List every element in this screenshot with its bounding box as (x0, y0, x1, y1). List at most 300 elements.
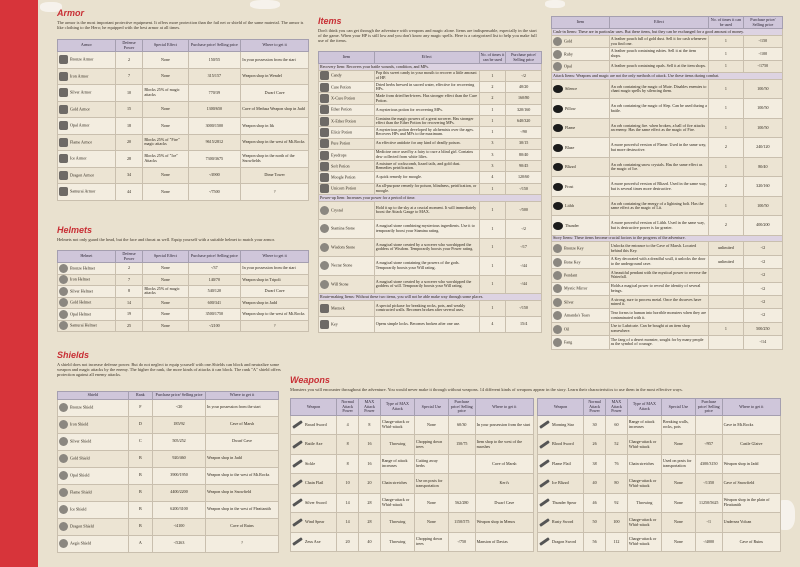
column-header: MAX Attack Power (359, 399, 381, 416)
name-text: Iron Armor (70, 73, 89, 79)
table-cell: A mysterious potion developed by alchemists over the ages. Recovers HPs and MPs to the maximum. (374, 127, 479, 138)
table-cell: Use on posts for transportation (414, 474, 448, 494)
item-icon (553, 298, 562, 307)
table-cell: -/1750 (743, 60, 782, 73)
table-row (58, 297, 309, 309)
item-icon (320, 128, 329, 137)
table-cell: 38 (584, 454, 606, 474)
table-cell: -/2 (743, 282, 782, 295)
table-row (319, 115, 542, 126)
table-cell: D (128, 416, 152, 433)
table-cell: 500/250 (743, 322, 782, 335)
table-row (552, 196, 783, 216)
name-text: Gold Shield (70, 455, 90, 461)
table-cell: Weapon shop in Itk (241, 118, 309, 135)
name-cell (58, 501, 129, 518)
table-cell: 30 (584, 415, 606, 435)
item-icon (59, 505, 68, 514)
name-text: Flame (565, 125, 576, 131)
table-cell: ? (241, 320, 309, 332)
name-cell (538, 513, 584, 533)
table-cell: A Key decorated with a dreadful scull, it unlocks the door to the underground cave. (609, 255, 708, 268)
item-icon (553, 202, 563, 210)
column-header: Purchase price/ Selling price (506, 52, 542, 64)
name-text: X-Cure Potion (331, 95, 355, 101)
name-text: Gold Armor (70, 106, 90, 112)
table-cell: 7300/3675 (188, 151, 241, 168)
table-cell: None (143, 101, 188, 118)
name-cell (319, 161, 375, 172)
name-text: Opal Armor (70, 122, 90, 128)
item-icon (59, 88, 68, 97)
name-text: Mystic Mirror (564, 285, 588, 291)
item-icon (553, 163, 563, 171)
name-cell (552, 157, 610, 177)
name-cell (58, 85, 116, 102)
table-cell (709, 269, 744, 282)
name-text: Pendant (564, 272, 578, 278)
table-cell: None (143, 320, 188, 332)
table-cell: 640/320 (506, 115, 542, 126)
name-cell (552, 138, 610, 158)
item-icon (320, 173, 329, 182)
table-row (58, 184, 309, 201)
table-cell: Dime Tower (241, 167, 309, 184)
item-icon (553, 271, 562, 280)
column-header: Where to get it (722, 399, 780, 416)
name-cell (552, 196, 610, 216)
category-note: Recovery Item: Recovers your battle wounds, condition, and MPs. (319, 64, 542, 71)
name-text: Mattock (331, 305, 345, 311)
table-cell: Weapon shop in Tripoli (241, 274, 309, 286)
name-text: Ice Blizzd (552, 480, 569, 486)
name-text: Chain Flail (305, 480, 324, 486)
column-header: Purchase price/ Selling price (743, 17, 782, 29)
item-icon (59, 471, 68, 480)
name-text: Dragon Shield (70, 523, 94, 529)
item-icon (320, 94, 329, 103)
name-cell (58, 433, 129, 450)
table-row (58, 309, 309, 321)
category-row (552, 235, 783, 242)
item-icon (59, 264, 68, 273)
table-row (319, 172, 542, 183)
name-cell (58, 320, 116, 332)
table-row (552, 35, 783, 48)
item-icon (553, 338, 562, 347)
name-text: Broad Sword (305, 421, 327, 427)
column-header: Weapon (538, 399, 584, 416)
table-cell: 40 (584, 474, 606, 494)
table-cell: 90/45 (506, 161, 542, 172)
table-cell: A beautiful pendant with the mystical power to reverse the Waterfall. (609, 269, 708, 282)
table-cell: None (661, 513, 695, 533)
table-row (58, 484, 279, 501)
name-cell (538, 435, 584, 455)
table-cell: 28 (359, 513, 381, 533)
column-header: No. of times it can be used (709, 17, 744, 29)
table-cell: 505/252 (153, 433, 206, 450)
table-cell: 52 (606, 435, 628, 455)
item-icon (539, 479, 550, 488)
item-icon (553, 284, 562, 293)
column-header: Type of MAX Attack (380, 399, 414, 416)
table-cell: None (661, 493, 695, 513)
table-cell: -/4100 (153, 518, 206, 535)
name-text: Pillow (565, 105, 576, 111)
table-cell: Castle Glaive (722, 435, 780, 455)
table-cell: 10 (337, 474, 359, 494)
table-row (552, 269, 783, 282)
name-cell (319, 127, 375, 138)
table-row (319, 316, 542, 332)
name-cell (291, 454, 337, 474)
table-cell: -/14 (743, 336, 782, 349)
table-row (291, 415, 534, 435)
name-cell (319, 257, 375, 276)
table-cell: Dwarf Cave (241, 85, 309, 102)
table-row (552, 336, 783, 349)
name-cell (291, 532, 337, 552)
table-cell: Dwarf Cave (475, 493, 533, 513)
table-cell: -/500 (506, 201, 542, 220)
table-cell: A magical stone containing the powers of the gods. Temporarily boosts your Will rating. (374, 257, 479, 276)
table-cell: Throwing (627, 493, 661, 513)
table-row (58, 286, 309, 298)
table-cell: 3 (479, 149, 506, 160)
column-header: Special Use (414, 399, 448, 416)
table-cell: 150/75 (448, 435, 475, 455)
name-text: Fang (564, 339, 573, 345)
name-text: X-Ether Potion (331, 118, 356, 124)
name-cell (58, 134, 116, 151)
column-header: Purchase price/ Selling price (188, 251, 241, 263)
name-cell (538, 415, 584, 435)
name-cell (319, 183, 375, 194)
table-cell: Charge-attack or Whirl-attack (627, 513, 661, 533)
table-cell: Made from dried herb-trees. Has stronger effect than the Cure Potion. (375, 92, 478, 103)
table-cell: Cave of Ruins (206, 518, 279, 535)
name-text: Stamina Stone (331, 225, 355, 231)
name-text: Candy (331, 72, 342, 78)
table-cell: 3000/1500 (188, 118, 241, 135)
name-text: Silence (565, 86, 578, 92)
table-cell: -/2 (743, 309, 782, 322)
column-header: Defense Power (115, 251, 143, 263)
name-text: Moogle Potion (331, 174, 356, 180)
table-cell: Cave of Medusa Weapon shop in Jadd (241, 101, 309, 118)
table-cell: 80 (606, 474, 628, 494)
item-icon (539, 498, 550, 507)
name-cell (319, 201, 375, 220)
item-icon (320, 105, 329, 114)
table-cell: Throwing (380, 513, 414, 533)
table-cell: 1150/575 (448, 513, 475, 533)
table-cell: A magical stone combining mysterious ingredients. Use it to temporarily boost your Stamina rating. (374, 220, 479, 239)
name-cell (552, 336, 610, 349)
table-cell: 2 (479, 82, 506, 93)
table-cell: -/2 (506, 220, 542, 239)
table-cell (448, 474, 475, 494)
item-icon (292, 518, 303, 527)
name-text: Samurai Helmet (70, 322, 97, 328)
table-cell: 44 (115, 184, 143, 201)
table-row (291, 454, 534, 474)
table-cell: 8 (337, 454, 359, 474)
column-header: Where to get it (206, 392, 279, 400)
name-cell (58, 297, 116, 309)
table-cell: 562/280 (448, 493, 475, 513)
table-cell: None (661, 474, 695, 494)
table-cell (695, 415, 722, 435)
helmets-table (57, 250, 309, 332)
table-cell: A magical stone created by a sorcerer who worshipped the goddess of will. Temporarily boosts your Will rating. (374, 275, 479, 294)
item-icon (292, 498, 303, 507)
name-cell (552, 242, 610, 255)
name-cell (552, 99, 610, 119)
table-row (552, 309, 783, 322)
name-cell (319, 220, 375, 239)
table-cell: 10 (115, 85, 143, 102)
name-text: Soft Potion (331, 163, 350, 169)
name-cell (319, 238, 375, 257)
table-cell: 4 (337, 415, 359, 435)
table-row (319, 138, 542, 149)
table-row (319, 127, 542, 138)
name-cell (538, 454, 584, 474)
table-cell: 3500/1750 (188, 309, 241, 321)
table-cell: Weapon shop in Jadd (722, 454, 780, 474)
item-icon (320, 243, 329, 252)
table-cell: Item shop to the west of the marshes (475, 435, 533, 455)
table-cell: 185/92 (153, 416, 206, 433)
name-cell (58, 184, 116, 201)
table-cell: A leather pouch full of gold dust. Sell it for cash whenever you find one. (609, 35, 708, 48)
table-cell: 1 (709, 35, 744, 48)
table-cell: -/44 (506, 257, 542, 276)
name-text: Samurai Armor (70, 188, 96, 194)
table-cell: Charge-attack or Whirl-attack (380, 493, 414, 513)
name-cell (291, 435, 337, 455)
table-cell: -/150 (506, 183, 542, 194)
column-header: Purchase price/ Selling price (695, 399, 722, 416)
item-icon (553, 222, 563, 230)
worn-spot (545, 0, 565, 8)
name-cell (552, 118, 610, 138)
table-cell: In your possession from the start (206, 399, 279, 416)
table-cell: Throwing (380, 435, 414, 455)
name-cell (552, 216, 610, 236)
table-cell: Blocks 25% of magic attacks (143, 286, 188, 298)
table-row (319, 161, 542, 172)
table-row (58, 535, 279, 552)
table-cell: 2 (709, 177, 744, 197)
table-row (538, 493, 781, 513)
item-icon (59, 310, 68, 319)
name-cell (291, 415, 337, 435)
item-icon (59, 522, 68, 531)
name-text: Dragon Sword (552, 538, 576, 544)
name-cell (552, 177, 610, 197)
table-row (58, 85, 309, 102)
name-cell (58, 518, 129, 535)
table-cell: None (414, 513, 448, 533)
table-cell: None (661, 532, 695, 552)
table-cell: Blocks 25% of "Ice" Attacks (143, 151, 188, 168)
table-cell: 2 (709, 216, 744, 236)
table-cell: None (143, 263, 188, 275)
column-header: Purchase price/ Selling price (188, 40, 241, 52)
table-row (58, 467, 279, 484)
table-cell: Weapon shop in the west of Fleattanith (206, 501, 279, 518)
table-cell: Weapon shop in Jadd (206, 450, 279, 467)
table-cell: 100 (606, 513, 628, 533)
table-row (291, 513, 534, 533)
table-row (552, 48, 783, 61)
item-icon (59, 105, 68, 114)
name-cell (58, 309, 116, 321)
name-text: Iron Shield (70, 421, 89, 427)
table-cell: ? (241, 184, 309, 201)
table-cell: Cave of Marsh (475, 454, 533, 474)
table-cell: Weapon shop to the west of Mt.Rocks (206, 467, 279, 484)
table-cell: 4 (479, 316, 506, 332)
item-icon (320, 304, 329, 313)
items-description: Don't think you can get through the adventure with weapons and magic alone. Items are indispensable, especially in the start of the game. When your HP is still low and you don't know any magic spells. Here is a categorized list to help you make full use of the items. (318, 28, 537, 43)
table-cell: 2 (115, 263, 143, 275)
table-row (319, 201, 542, 220)
table-cell: Charge-attack or Whirl-attack (380, 415, 414, 435)
table-cell: An orb containing the energy of a lightning bolt. Has the same effect as the magic of Lit. (609, 196, 708, 216)
category-note: Cash-in Items: These are in particular uses. But these items, but they can be exchanged for a good amount of money. (552, 29, 783, 36)
name-text: Oil (564, 325, 570, 331)
table-cell: -/1 (695, 513, 722, 533)
table-row (552, 99, 783, 119)
name-text: Lithh (565, 203, 574, 209)
table-cell (709, 296, 744, 309)
table-row (58, 167, 309, 184)
name-cell (319, 115, 375, 126)
table-cell: In your possession from the start (475, 415, 533, 435)
table-cell: 25 (115, 320, 143, 332)
table-row (552, 177, 783, 197)
item-icon (553, 50, 562, 59)
name-text: Flame Armor (70, 139, 92, 145)
table-cell: None (143, 167, 188, 184)
weapons-description: Monsters you will encounter throughout the adventure. You would never make it through without weapons. 14 different kinds of weapons appear in the story. Learn their characteristics to use them in the most effective ways. (290, 387, 683, 392)
table-cell: 20 (337, 532, 359, 552)
table-cell: unlimited (709, 242, 744, 255)
table-row (538, 454, 781, 474)
table-cell: -/100 (743, 48, 782, 61)
category-note: Route-making Items: Without these two items, you will not be able make way through some places. (319, 294, 542, 301)
table-cell (709, 336, 744, 349)
table-row (319, 257, 542, 276)
item-icon (553, 244, 562, 253)
table-cell: A strong, sure to process metal. Once the dwarves have mined it. (609, 296, 708, 309)
table-cell: An orb containing fire. when broken, a ball of fire attacks an enemy. Has the same effect as the magic of Fire. (609, 118, 708, 138)
weapons-section-title: Weapons (290, 375, 330, 385)
name-cell (552, 48, 610, 61)
special-items-table (551, 16, 783, 350)
item-icon (539, 420, 550, 429)
table-cell: -/90 (506, 127, 542, 138)
name-text: Elixir Potion (331, 129, 353, 135)
item-icon (292, 459, 303, 468)
table-cell: 1 (709, 118, 744, 138)
name-text: Ice Shield (70, 506, 87, 512)
table-cell: Blocks 25% of magic attacks (143, 85, 188, 102)
name-text: Wind Spear (305, 519, 325, 525)
armor-section-title: Armor (57, 8, 85, 18)
name-text: Amanda's Tears (564, 312, 590, 318)
table-cell: 100/50 (743, 99, 782, 119)
table-row (58, 433, 279, 450)
table-cell: 2 (115, 52, 143, 69)
table-cell: 60 (606, 415, 628, 435)
table-row (291, 435, 534, 455)
table-cell: 15 (115, 101, 143, 118)
table-cell: 3 (479, 138, 506, 149)
table-cell: An orb containing the magic of Mute. Disables enemies to chant magic spells by silencing them. (609, 79, 708, 99)
table-row (58, 263, 309, 275)
table-cell: Weapon shop to the west of Mt.Rocks (241, 309, 309, 321)
table-cell: C (128, 433, 152, 450)
table-cell: 112 (606, 532, 628, 552)
name-cell (58, 467, 129, 484)
table-cell: None (661, 435, 695, 455)
table-cell: 40/20 (506, 82, 542, 93)
column-header: MAX Attack Power (606, 399, 628, 416)
table-cell: A mixture of cockscomb, lizard tails, and gold dust. Remedies petrification. (374, 161, 479, 172)
table-cell: B (128, 518, 152, 535)
column-header: Special Effect (143, 251, 188, 263)
table-cell: Weapon shop in Menos (475, 513, 533, 533)
table-cell: Range of attack increases (627, 415, 661, 435)
table-cell: 30/15 (506, 138, 542, 149)
item-icon (539, 537, 550, 546)
item-icon (292, 479, 303, 488)
table-cell: Dried herbs brewed in sacred water, effective for recovering HPs. (374, 82, 479, 93)
table-cell: Range of attack increases (380, 454, 414, 474)
table-cell: 320/160 (506, 104, 542, 115)
name-cell (291, 493, 337, 513)
table-cell: Charge-attack or Whirl-attack (627, 474, 661, 494)
name-cell (319, 104, 375, 115)
table-cell: 315/157 (188, 68, 241, 85)
table-cell: 770/39 (188, 85, 241, 102)
table-row (319, 275, 542, 294)
name-cell (58, 416, 129, 433)
table-cell: -/2100 (188, 320, 241, 332)
item-icon (553, 258, 562, 267)
table-row (319, 238, 542, 257)
name-cell (58, 167, 116, 184)
item-icon (59, 121, 68, 130)
name-cell (538, 532, 584, 552)
table-cell: None (143, 118, 188, 135)
item-icon (553, 105, 563, 113)
table-cell: -/20 (153, 399, 206, 416)
table-row (58, 320, 309, 332)
table-cell: None (143, 68, 188, 85)
table-row (291, 532, 534, 552)
shields-description: A shield does not increase defense power. But do not neglect to equip yourself with one.Shields can block and neutralize some weapon and magic attacks by the enemy. The higher the rank, the more kinds of attacks it can block. The rank "A" shield offers protection against all enemy attacks. (57, 362, 281, 377)
table-cell: 20 (115, 134, 143, 151)
table-cell: -/7500 (188, 184, 241, 201)
item-icon (320, 71, 329, 80)
table-cell: 3 (479, 161, 506, 172)
